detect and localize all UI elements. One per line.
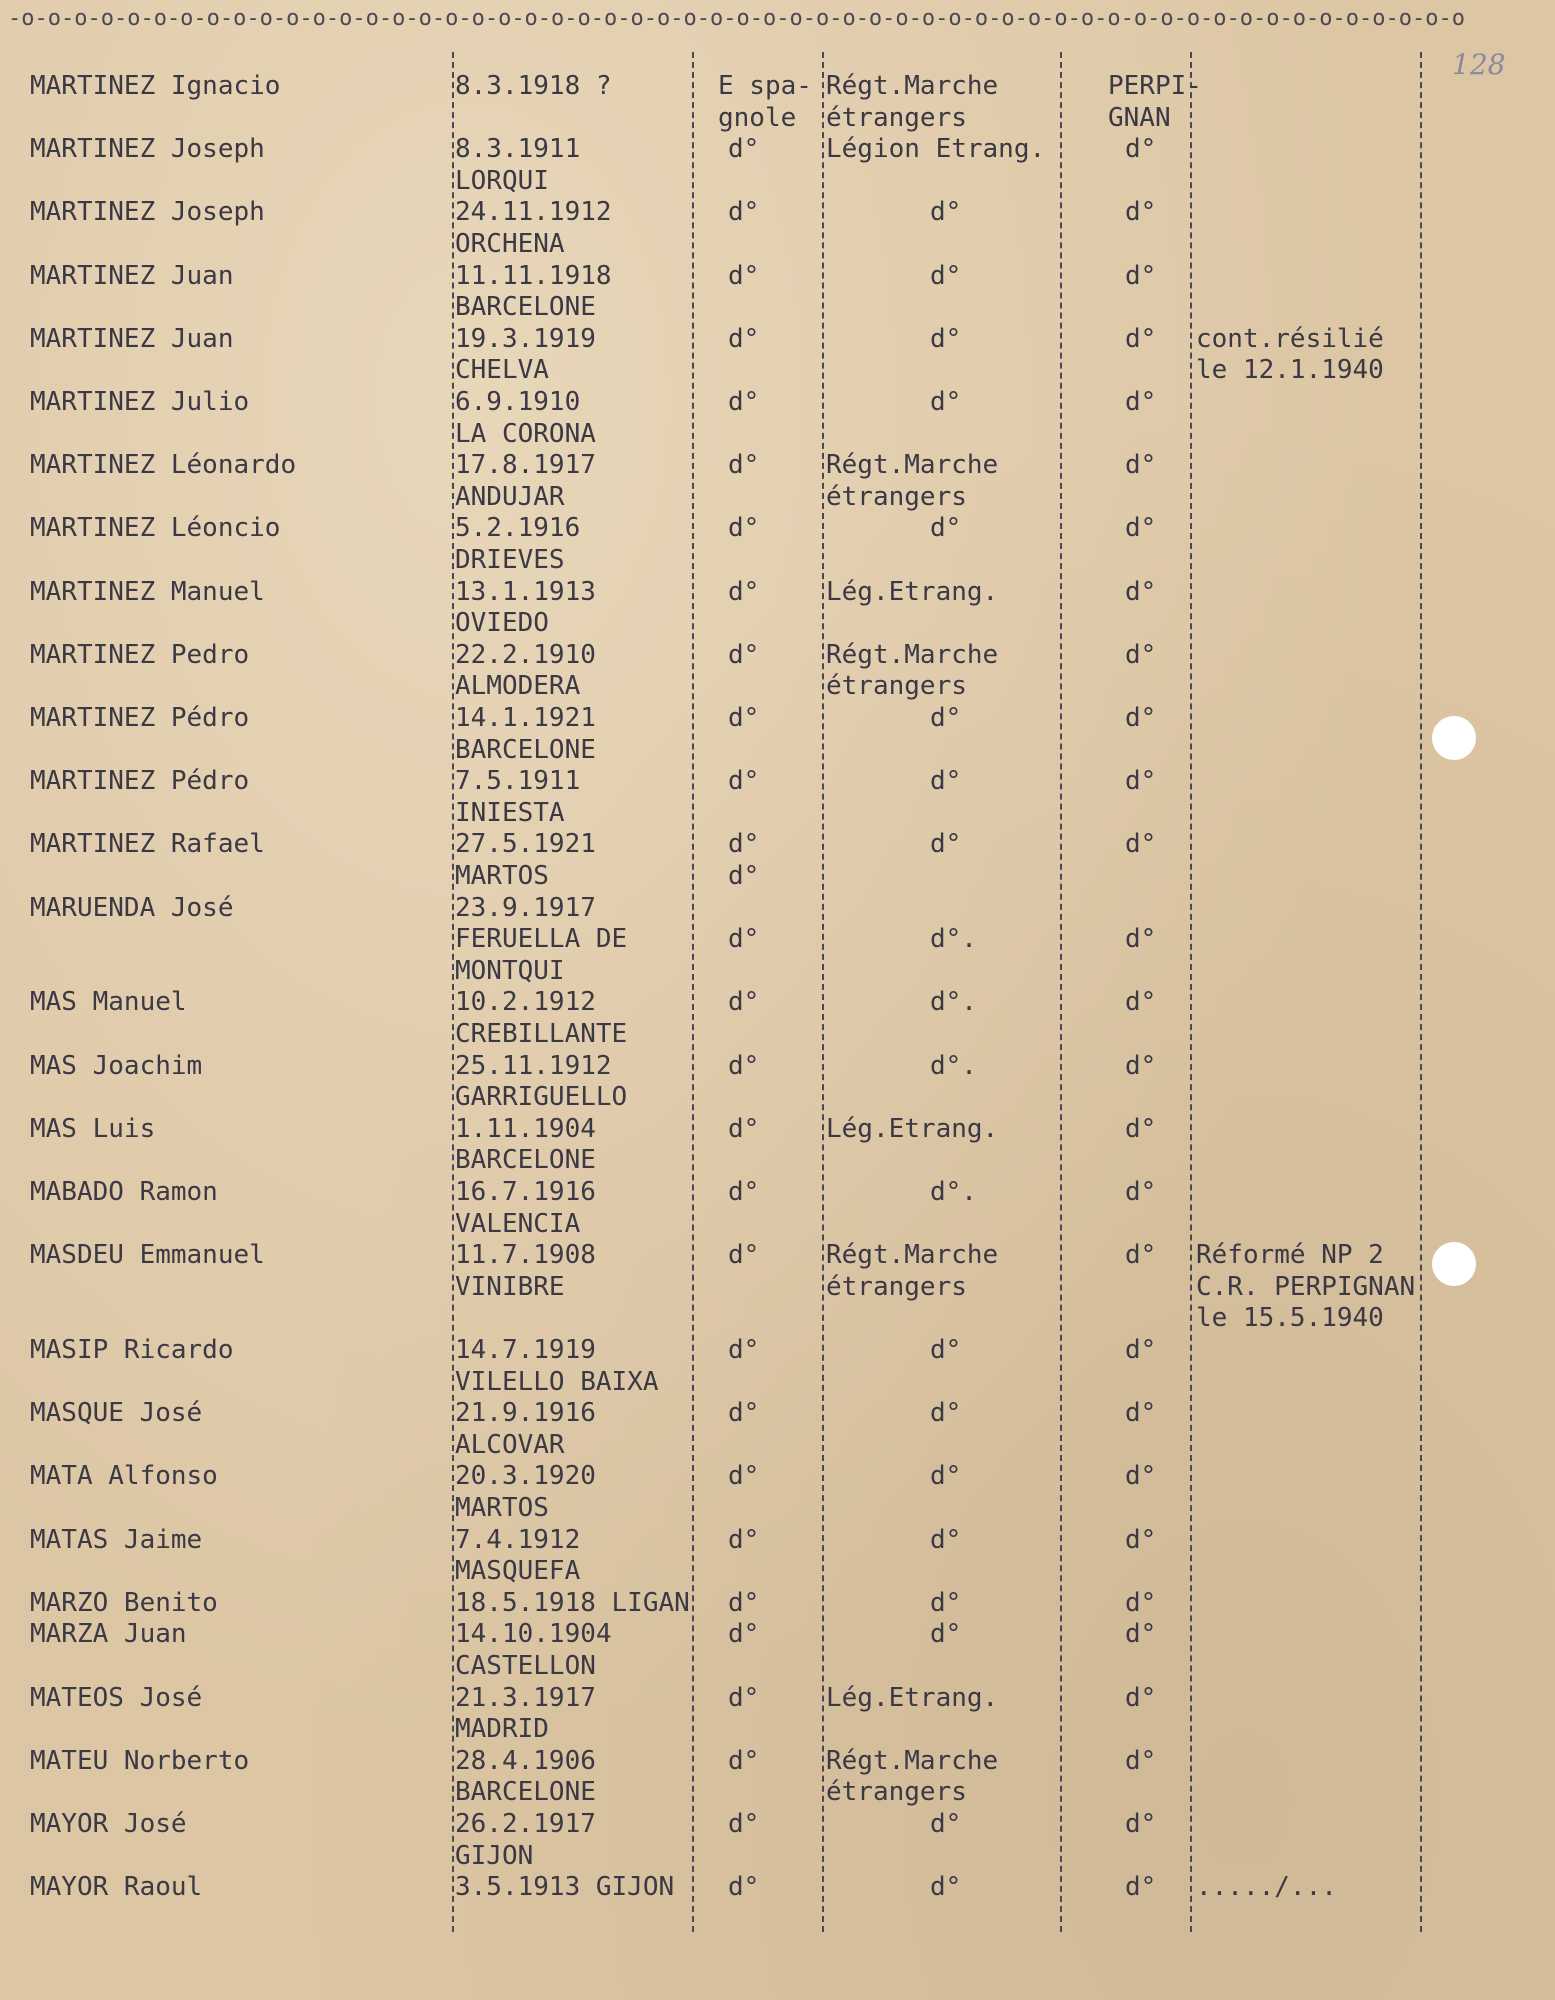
military-unit: étrangers — [826, 671, 967, 702]
person-name: MARUENDA José — [30, 892, 234, 923]
birth-place: BARCELONE — [455, 1145, 596, 1176]
birth-date: 6.9.1910 — [455, 387, 581, 417]
nationality: d° — [728, 639, 760, 670]
military-unit: Régt.Marche — [826, 1240, 999, 1271]
nationality: d° — [728, 1682, 760, 1713]
depot-location: d° — [1125, 703, 1157, 733]
depot-location: d° — [1125, 323, 1157, 354]
military-unit: étrangers — [826, 481, 967, 512]
birth-date: 11.7.1908 — [455, 1240, 596, 1271]
page-number: 128 — [1452, 48, 1506, 81]
depot-location: d° — [1125, 1524, 1157, 1555]
nationality: d° — [728, 387, 760, 417]
person-name: MARTINEZ Ignacio — [30, 71, 281, 101]
depot-location: d° — [1125, 260, 1157, 291]
birth-place: MARTOS — [455, 1493, 549, 1523]
person-name: MAYOR Raoul — [30, 1872, 203, 1903]
birth-place: BARCELONE — [455, 292, 596, 323]
birth-date: 24.11.1912 — [455, 197, 612, 228]
military-unit: Lég.Etrang. — [826, 576, 999, 607]
military-unit: Régt.Marche — [826, 450, 999, 481]
person-name: MAS Manuel — [30, 987, 187, 1018]
military-unit: d° — [930, 1619, 962, 1650]
birth-date: 1.11.1904 — [455, 1113, 596, 1144]
person-name: MARZA Juan — [30, 1619, 187, 1650]
military-unit: étrangers — [826, 1777, 967, 1808]
birth-date: 19.3.1919 — [455, 323, 596, 354]
person-name: MARTINEZ Léoncio — [30, 513, 281, 544]
person-name: MARTINEZ Pédro — [30, 703, 250, 733]
birth-date: 20.3.1920 — [455, 1461, 596, 1492]
birth-date: 26.2.1917 — [455, 1809, 596, 1839]
person-name: MAS Luis — [30, 1113, 156, 1144]
birth-date: 18.5.1918 LIGAN — [455, 1587, 690, 1618]
birth-place: VINIBRE — [455, 1271, 565, 1302]
birth-place: CHELVA — [455, 355, 549, 386]
column-divider — [1190, 52, 1192, 1932]
birth-place: LA CORONA — [455, 418, 596, 449]
military-unit: d° — [930, 1398, 962, 1429]
observation: le 12.1.1940 — [1196, 355, 1384, 386]
birth-date: 14.7.1919 — [455, 1335, 596, 1365]
military-unit: étrangers — [826, 102, 967, 133]
birth-place: LORQUI — [455, 165, 549, 196]
birth-date: 7.4.1912 — [455, 1524, 581, 1555]
nationality: d° — [728, 1240, 760, 1271]
nationality: d° — [728, 513, 760, 544]
person-name: MARTINEZ Julio — [30, 387, 250, 417]
person-name: MARTINEZ Léonardo — [30, 450, 297, 481]
military-unit: d°. — [930, 1177, 977, 1207]
birth-place: ANDUJAR — [455, 481, 565, 512]
depot-location: d° — [1125, 197, 1157, 228]
nationality: d° — [728, 1587, 760, 1618]
birth-place: VALENCIA — [455, 1208, 581, 1239]
military-unit: Légion Etrang. — [826, 134, 1046, 165]
nationality: E spa- — [718, 71, 812, 101]
person-name: MATEOS José — [30, 1682, 203, 1713]
depot-location: d° — [1125, 1872, 1157, 1903]
person-name: MABADO Ramon — [30, 1177, 218, 1207]
person-name: MAYOR José — [30, 1809, 187, 1839]
birth-place: ALMODERA — [455, 671, 581, 702]
person-name: MASIP Ricardo — [30, 1335, 234, 1365]
person-name: MARTINEZ Rafael — [30, 829, 265, 860]
depot-location: d° — [1125, 639, 1157, 670]
birth-place: MONTQUI — [455, 955, 565, 986]
nationality: d° — [728, 576, 760, 607]
depot-location: d° — [1125, 1240, 1157, 1271]
nationality: d° — [728, 861, 760, 891]
nationality: d° — [728, 1619, 760, 1650]
depot-location: d° — [1125, 1682, 1157, 1713]
person-name: MARTINEZ Joseph — [30, 134, 265, 165]
depot-location: d° — [1125, 1050, 1157, 1081]
depot-location: d° — [1125, 766, 1157, 797]
birth-date: 14.1.1921 — [455, 703, 596, 733]
nationality: d° — [728, 197, 760, 228]
depot-location: d° — [1125, 924, 1157, 955]
depot-location: d° — [1125, 1177, 1157, 1207]
birth-date: 16.7.1916 — [455, 1177, 596, 1207]
column-divider — [1060, 52, 1062, 1932]
depot-location: d° — [1125, 450, 1157, 481]
depot-location: d° — [1125, 1809, 1157, 1839]
person-name: MASDEU Emmanuel — [30, 1240, 265, 1271]
nationality: d° — [728, 829, 760, 860]
birth-date: 10.2.1912 — [455, 987, 596, 1018]
column-divider — [1420, 52, 1422, 1932]
birth-place: OVIEDO — [455, 608, 549, 639]
nationality: d° — [728, 1872, 760, 1903]
military-unit: d° — [930, 1335, 962, 1365]
person-name: MARTINEZ Manuel — [30, 576, 265, 607]
birth-date: 25.11.1912 — [455, 1050, 612, 1081]
military-unit: Régt.Marche — [826, 639, 999, 670]
depot-location: d° — [1125, 1398, 1157, 1429]
nationality: d° — [728, 703, 760, 733]
nationality: d° — [728, 1113, 760, 1144]
birth-date: 27.5.1921 — [455, 829, 596, 860]
depot-location: d° — [1125, 576, 1157, 607]
birth-place: BARCELONE — [455, 734, 596, 765]
punch-hole — [1432, 1242, 1476, 1286]
punch-hole — [1432, 716, 1476, 760]
birth-date: 13.1.1913 — [455, 576, 596, 607]
nationality: gnole — [718, 102, 797, 133]
military-unit: d° — [930, 513, 962, 544]
birth-place: VILELLO BAIXA — [455, 1366, 659, 1397]
birth-date: 23.9.1917 — [455, 892, 596, 923]
depot-location: d° — [1125, 1461, 1157, 1492]
birth-place: GIJON — [455, 1840, 534, 1871]
military-unit: d° — [930, 1809, 962, 1839]
person-name: MASQUE José — [30, 1398, 203, 1429]
depot-location: d° — [1125, 1335, 1157, 1365]
birth-date: 21.9.1916 — [455, 1398, 596, 1429]
nationality: d° — [728, 134, 760, 165]
military-unit: d° — [930, 766, 962, 797]
military-unit: d°. — [930, 987, 977, 1018]
birth-place: DRIEVES — [455, 545, 565, 575]
military-unit: d°. — [930, 924, 977, 955]
birth-place: CASTELLON — [455, 1651, 596, 1681]
person-name: MARTINEZ Joseph — [30, 197, 265, 228]
column-divider — [692, 52, 694, 1932]
observation: cont.résilié — [1196, 323, 1384, 354]
birth-place: INIESTA — [455, 797, 565, 828]
person-name: MARTINEZ Juan — [30, 260, 234, 291]
depot-location: d° — [1125, 1587, 1157, 1618]
nationality: d° — [728, 766, 760, 797]
birth-date: 8.3.1911 — [455, 134, 581, 165]
person-name: MATA Alfonso — [30, 1461, 218, 1492]
nationality: d° — [728, 924, 760, 955]
depot-location: d° — [1125, 387, 1157, 417]
depot-location: d° — [1125, 513, 1157, 544]
birth-place: ALCOVAR — [455, 1429, 565, 1460]
military-unit: Régt.Marche — [826, 1745, 999, 1776]
military-unit: d° — [930, 1461, 962, 1492]
nationality: d° — [728, 1461, 760, 1492]
military-unit: d° — [930, 829, 962, 860]
depot-location: d° — [1125, 134, 1157, 165]
person-name: MAS Joachim — [30, 1050, 203, 1081]
observation: ...../... — [1196, 1872, 1337, 1903]
birth-date: 14.10.1904 — [455, 1619, 612, 1650]
birth-date: 21.3.1917 — [455, 1682, 596, 1713]
birth-date: 3.5.1913 GIJON — [455, 1872, 675, 1903]
observation: le 15.5.1940 — [1196, 1303, 1384, 1334]
nationality: d° — [728, 450, 760, 481]
military-unit: d° — [930, 1587, 962, 1618]
nationality: d° — [728, 987, 760, 1018]
depot-location: d° — [1125, 1745, 1157, 1776]
nationality: d° — [728, 1524, 760, 1555]
person-name: MARTINEZ Pedro — [30, 639, 250, 670]
nationality: d° — [728, 1745, 760, 1776]
depot-location: d° — [1125, 1113, 1157, 1144]
depot-location: PERPI- — [1108, 71, 1202, 101]
birth-date: 7.5.1911 — [455, 766, 581, 797]
observation: Réformé NP 2 — [1196, 1240, 1384, 1271]
military-unit: d° — [930, 1872, 962, 1903]
birth-place: GARRIGUELLO — [455, 1082, 628, 1113]
depot-location: d° — [1125, 829, 1157, 860]
nationality: d° — [728, 1335, 760, 1365]
birth-date: 8.3.1918 ? — [455, 71, 612, 101]
military-unit: d° — [930, 1524, 962, 1555]
birth-place: MARTOS — [455, 861, 549, 891]
depot-location: d° — [1125, 987, 1157, 1018]
nationality: d° — [728, 1177, 760, 1207]
nationality: d° — [728, 260, 760, 291]
birth-date: 11.11.1918 — [455, 260, 612, 291]
depot-location: d° — [1125, 1619, 1157, 1650]
nationality: d° — [728, 1050, 760, 1081]
observation: C.R. PERPIGNAN — [1196, 1271, 1416, 1302]
column-divider — [822, 52, 824, 1932]
birth-place: CREBILLANTE — [455, 1019, 628, 1049]
military-unit: Lég.Etrang. — [826, 1113, 999, 1144]
birth-date: 28.4.1906 — [455, 1745, 596, 1776]
military-unit: d°. — [930, 1050, 977, 1081]
military-unit: Lég.Etrang. — [826, 1682, 999, 1713]
person-name: MARTINEZ Pédro — [30, 766, 250, 797]
nationality: d° — [728, 323, 760, 354]
person-name: MARZO Benito — [30, 1587, 218, 1618]
person-name: MATAS Jaime — [30, 1524, 203, 1555]
column-divider — [452, 52, 454, 1932]
depot-location: GNAN — [1108, 102, 1171, 133]
birth-date: 22.2.1910 — [455, 639, 596, 670]
birth-place: FERUELLA DE — [455, 924, 628, 955]
top-border-pattern: -o-o-o-o-o-o-o-o-o-o-o-o-o-o-o-o-o-o-o-o-o-o-o-o-o-o-o-o-o-o-o-o-o-o-o-o-o-o-o-o-o-o-o-o-o-o-o-o-o-o-o-o-o-o-o — [8, 6, 1465, 31]
birth-place: ORCHENA — [455, 229, 565, 259]
birth-date: 17.8.1917 — [455, 450, 596, 481]
birth-place: MASQUEFA — [455, 1556, 581, 1587]
birth-date: 5.2.1916 — [455, 513, 581, 544]
nationality: d° — [728, 1809, 760, 1839]
military-unit: d° — [930, 703, 962, 733]
military-unit: d° — [930, 387, 962, 417]
person-name: MARTINEZ Juan — [30, 323, 234, 354]
military-unit: d° — [930, 323, 962, 354]
military-unit: étrangers — [826, 1271, 967, 1302]
nationality: d° — [728, 1398, 760, 1429]
military-unit: d° — [930, 197, 962, 228]
person-name: MATEU Norberto — [30, 1745, 250, 1776]
birth-place: MADRID — [455, 1714, 549, 1745]
military-unit: d° — [930, 260, 962, 291]
birth-place: BARCELONE — [455, 1777, 596, 1808]
military-unit: Régt.Marche — [826, 71, 999, 101]
